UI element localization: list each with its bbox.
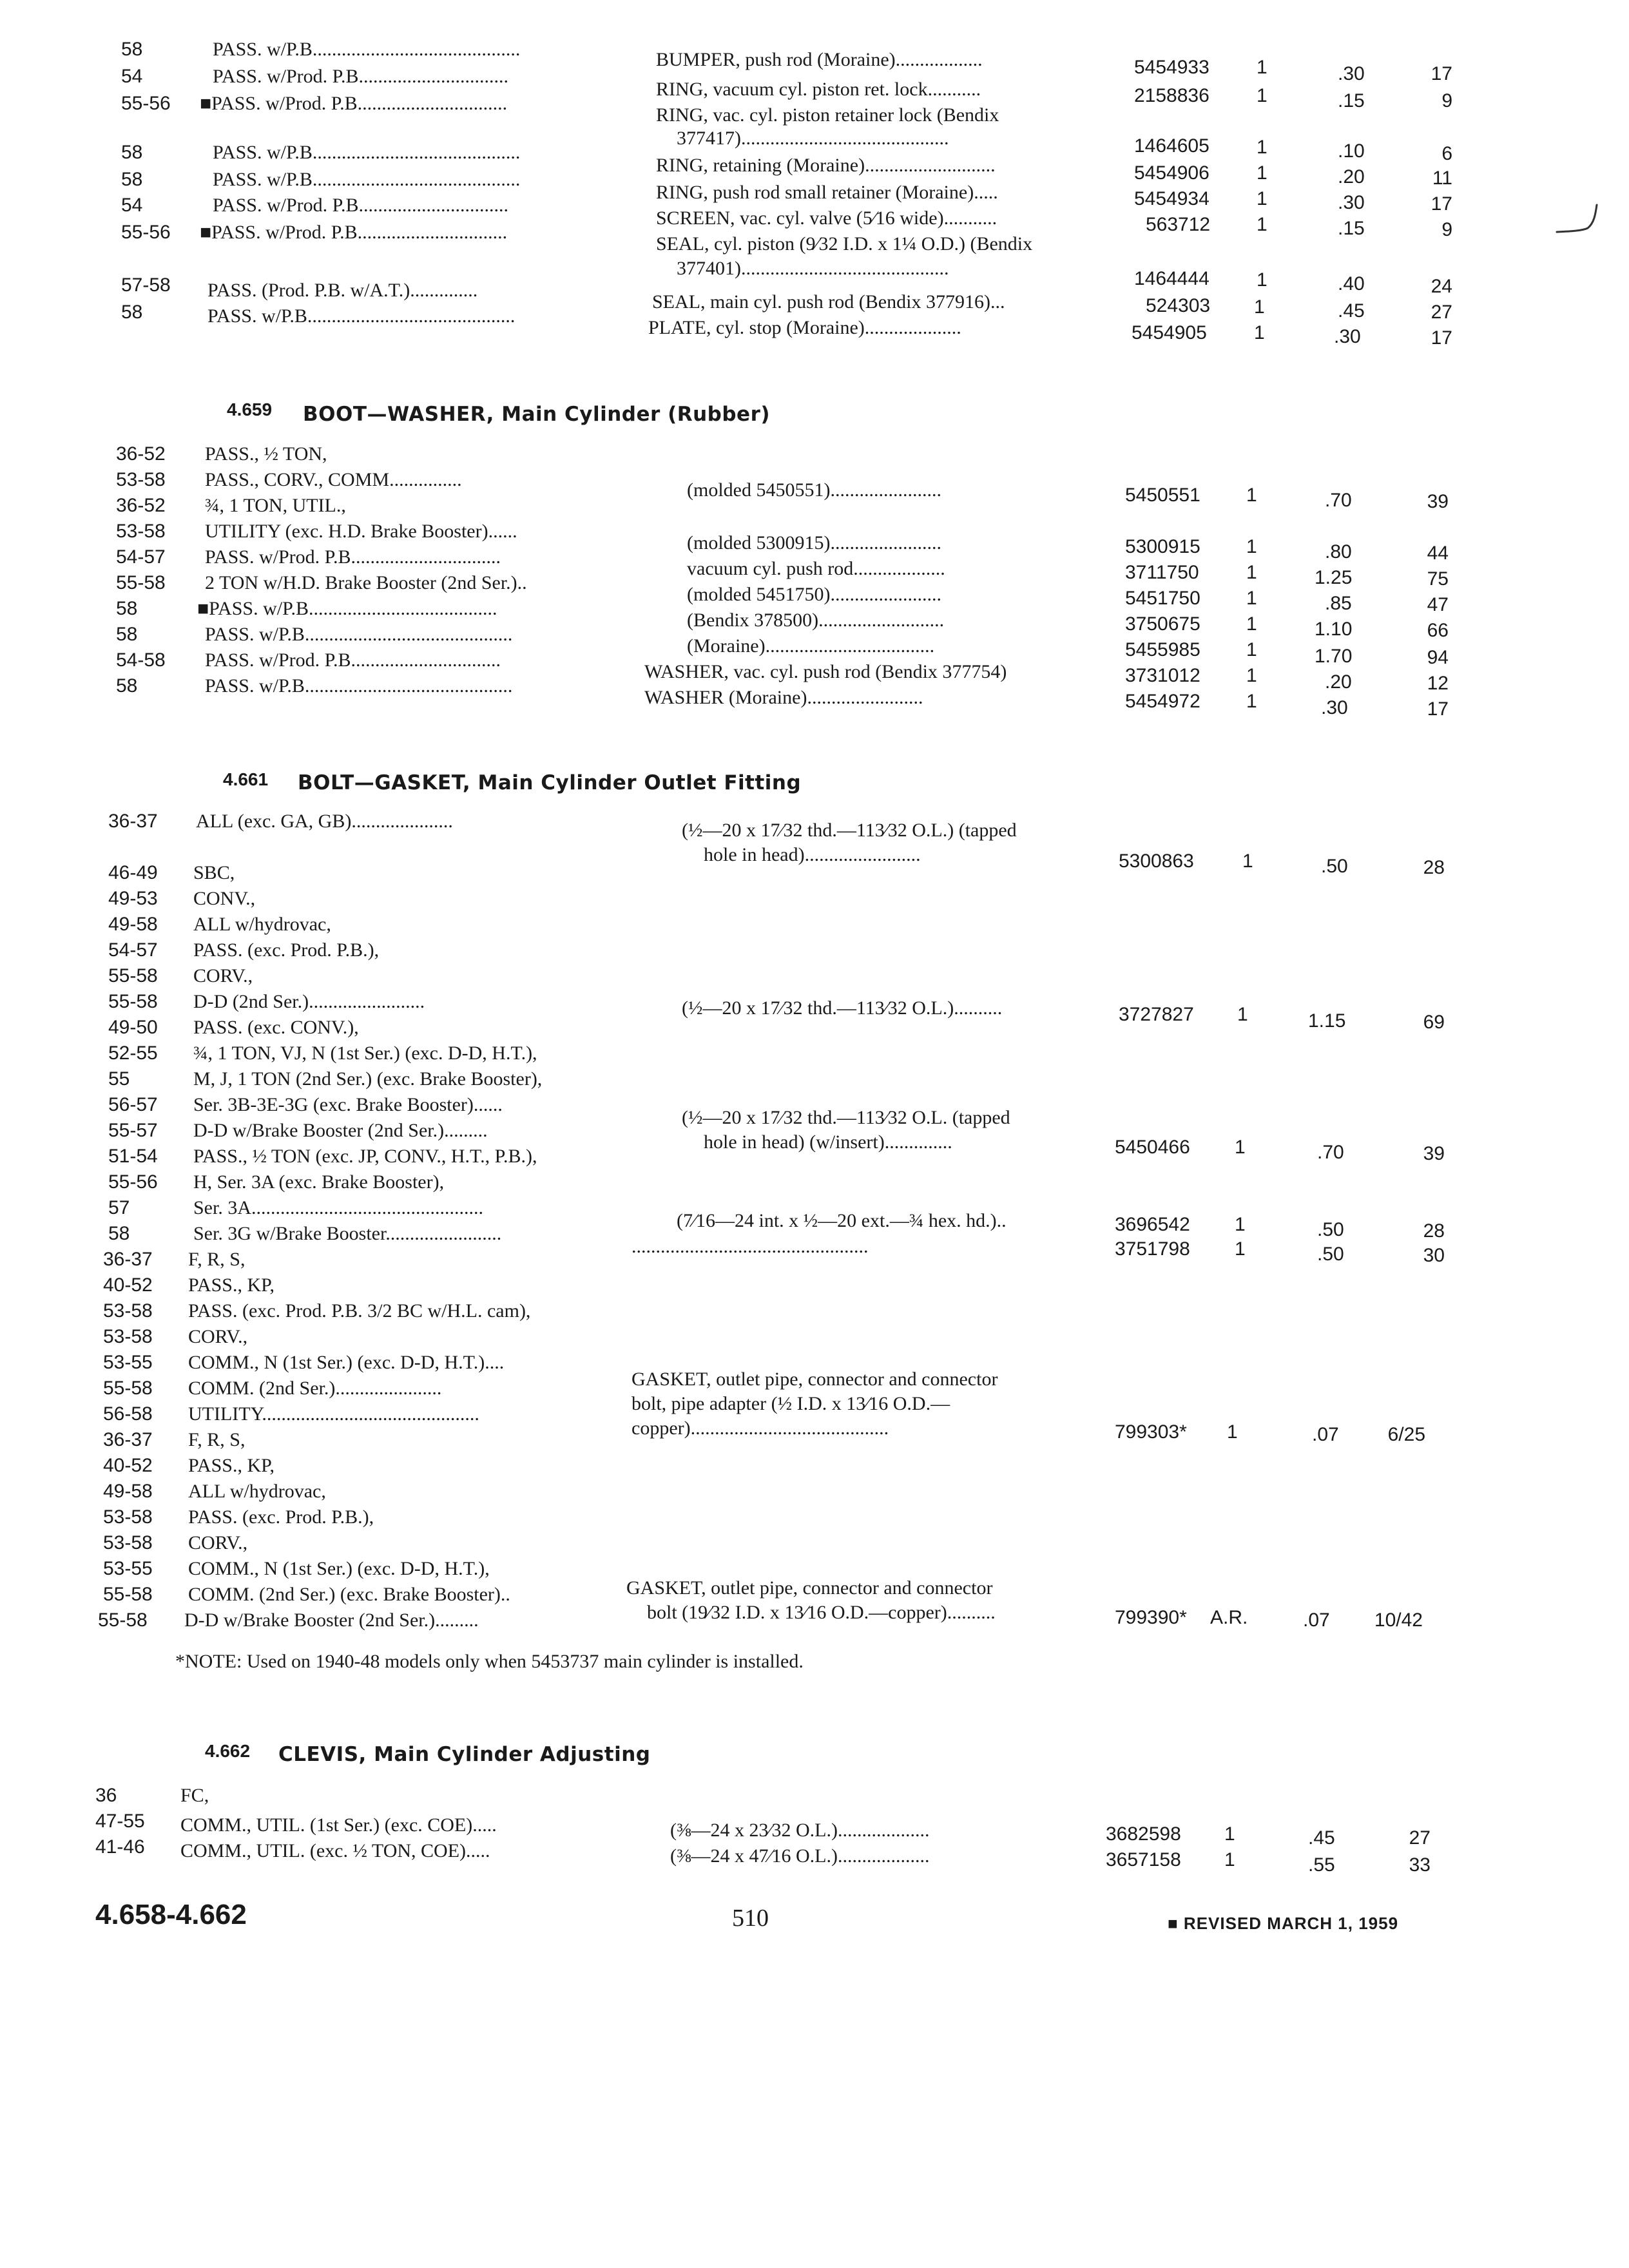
footer-revised-date: ■ REVISED MARCH 1, 1959 (1168, 1914, 1399, 1933)
application-text: PASS. (exc. Prod. P.B.), (188, 1506, 374, 1528)
application-years: 58 (108, 1223, 130, 1244)
application-years: 40-52 (103, 1455, 153, 1476)
row-part-number: 1464444 (1134, 268, 1210, 289)
part-description: (7⁄16—24 int. x ½—20 ext.—¾ hex. hd.).. (677, 1210, 1007, 1231)
application-text: UTILITY............................................. (188, 1403, 479, 1425)
part-quantity: 1 (1246, 562, 1257, 583)
application-years: 55-57 (108, 1120, 158, 1141)
application-text: PASS. w/Prod. P.B............................... (205, 546, 501, 568)
application-text: PASS. w/P.B........................................... (205, 675, 513, 697)
row-application: PASS. w/P.B........................................... (213, 39, 521, 60)
part-quantity: 1 (1242, 850, 1253, 872)
part-quantity: 1 (1224, 1849, 1235, 1870)
part-price: .07 (1303, 1610, 1330, 1631)
application-text: PASS., ½ TON, (205, 443, 327, 465)
application-years: 55 (108, 1068, 130, 1090)
row-quantity: 1 (1257, 188, 1268, 209)
application-text: ALL (exc. GA, GB)..................... (196, 811, 453, 832)
part-description: WASHER, vac. cyl. push rod (Bendix 377754) (644, 661, 1007, 682)
application-text: PASS. (exc. Prod. P.B.), (193, 939, 380, 961)
part-catalog-code: 6/25 (1387, 1424, 1425, 1445)
application-text: PASS. w/Prod. P.B............................... (205, 649, 501, 671)
row-description: PLATE, cyl. stop (Moraine).................... (648, 317, 961, 338)
section-number: 4.661 (223, 769, 269, 789)
application-years: 56-58 (103, 1403, 153, 1425)
part-quantity: 1 (1246, 613, 1257, 635)
part-catalog-code: 66 (1427, 620, 1449, 641)
application-years: 40-52 (103, 1274, 153, 1296)
row-application: ■PASS. w/Prod. P.B............................... (200, 93, 508, 114)
application-text: PASS., KP, (188, 1274, 275, 1296)
application-text: COMM. (2nd Ser.) (exc. Brake Booster).. (188, 1584, 510, 1605)
application-years: 36-37 (108, 811, 158, 832)
part-description: GASKET, outlet pipe, connector and connector (631, 1369, 998, 1390)
part-catalog-code: 39 (1423, 1143, 1445, 1164)
application-text: D-D w/Brake Booster (2nd Ser.)......... (184, 1610, 479, 1631)
part-price: 1.15 (1308, 1010, 1346, 1032)
application-years: 49-53 (108, 888, 158, 909)
part-price: .80 (1325, 541, 1352, 562)
row-description: SEAL, cyl. piston (9⁄32 I.D. x 1¼ O.D.) (Bendix (656, 233, 1033, 255)
part-quantity: A.R. (1210, 1607, 1248, 1628)
part-description-cont: hole in head) (w/insert).............. (704, 1131, 952, 1153)
application-years: 36-37 (103, 1429, 153, 1450)
application-years: 51-54 (108, 1146, 158, 1167)
row-price: .10 (1338, 140, 1365, 162)
row-quantity: 1 (1257, 162, 1268, 184)
part-number: 5450466 (1115, 1137, 1190, 1158)
row-price: .15 (1338, 90, 1365, 111)
application-text: ALL w/hydrovac, (193, 914, 331, 935)
application-text: PASS. (exc. CONV.), (193, 1017, 359, 1038)
part-description: (molded 5451750)....................... (687, 584, 941, 605)
part-quantity: 1 (1235, 1137, 1246, 1158)
part-number: 3711750 (1125, 562, 1199, 583)
part-number: 799390* (1115, 1607, 1187, 1628)
row-application: PASS. w/P.B........................................... (213, 142, 521, 163)
application-years: 53-58 (103, 1532, 153, 1553)
part-description: GASKET, outlet pipe, connector and connector (626, 1577, 993, 1599)
application-text: ¾, 1 TON, VJ, N (1st Ser.) (exc. D-D, H.T.), (193, 1043, 537, 1064)
application-years: 57 (108, 1197, 130, 1218)
application-years: 53-55 (103, 1558, 153, 1579)
footer-page-number: 510 (732, 1905, 769, 1932)
part-catalog-code: 75 (1427, 568, 1449, 590)
part-price: .70 (1317, 1142, 1344, 1163)
part-quantity: 1 (1246, 691, 1257, 712)
part-number: 5455985 (1125, 639, 1200, 660)
part-quantity: 1 (1224, 1823, 1235, 1845)
part-description: (molded 5450551)....................... (687, 479, 941, 501)
row-quantity: 1 (1254, 296, 1265, 318)
application-years: 41-46 (95, 1836, 145, 1858)
row-catalog-code: 9 (1441, 219, 1452, 240)
application-text: CORV., (193, 965, 253, 986)
part-description: (⅜—24 x 47⁄16 O.L.)................... (670, 1845, 930, 1867)
application-years: 54-57 (108, 939, 158, 961)
section-title: BOLT—GASKET, Main Cylinder Outlet Fitting (298, 771, 802, 794)
part-description: vacuum cyl. push rod................... (687, 558, 945, 579)
row-description: RING, vacuum cyl. piston ret. lock........... (656, 79, 981, 100)
row-catalog-code: 17 (1431, 63, 1452, 84)
part-price: .30 (1321, 697, 1348, 718)
application-text: F, R, S, (188, 1429, 246, 1450)
application-years: 53-58 (103, 1300, 153, 1321)
part-price: .55 (1308, 1854, 1335, 1876)
part-price: .20 (1325, 671, 1352, 693)
row-application: PASS. w/Prod. P.B............................... (213, 66, 509, 87)
part-catalog-code: 28 (1423, 857, 1445, 878)
section-title: CLEVIS, Main Cylinder Adjusting (278, 1743, 651, 1766)
part-catalog-code: 30 (1423, 1245, 1445, 1266)
application-years: 55-58 (98, 1610, 148, 1631)
section-number: 4.659 (227, 399, 273, 419)
application-text: PASS., CORV., COMM............... (205, 469, 462, 490)
row-catalog-code: 9 (1441, 90, 1452, 111)
row-price: .30 (1334, 326, 1361, 347)
row-price: .20 (1338, 166, 1365, 187)
row-quantity: 1 (1254, 322, 1265, 343)
part-quantity: 1 (1235, 1214, 1246, 1235)
part-number: 799303* (1115, 1421, 1187, 1443)
row-part-number: 5454934 (1134, 188, 1210, 209)
row-years: 54 (121, 66, 143, 87)
part-quantity: 1 (1235, 1238, 1246, 1260)
application-text: ALL w/hydrovac, (188, 1481, 326, 1502)
part-description: (Bendix 378500).......................... (687, 610, 945, 631)
part-description-cont: hole in head)........................ (704, 844, 921, 865)
application-text: F, R, S, (188, 1249, 246, 1270)
part-price: .45 (1308, 1827, 1335, 1849)
row-years: 57-58 (121, 274, 171, 296)
application-text: COMM., N (1st Ser.) (exc. D-D, H.T.), (188, 1558, 490, 1579)
application-text: CONV., (193, 888, 256, 909)
part-number: 5451750 (1125, 588, 1200, 609)
part-number: 3657158 (1106, 1849, 1181, 1870)
part-quantity: 1 (1237, 1004, 1248, 1025)
part-description: (⅜—24 x 23⁄32 O.L.)................... (670, 1820, 930, 1841)
application-years: 58 (116, 598, 138, 619)
application-years: 36-52 (116, 443, 166, 465)
part-description: (½—20 x 17⁄32 thd.—113⁄32 O.L.).......... (682, 997, 1003, 1019)
row-description: BUMPER, push rod (Moraine).................. (656, 49, 983, 70)
row-quantity: 1 (1257, 57, 1268, 78)
part-description: ................................................. (631, 1236, 869, 1257)
row-description: SCREEN, vac. cyl. valve (5⁄16 wide)........... (656, 207, 998, 229)
part-catalog-code: 33 (1409, 1854, 1431, 1876)
section-title: BOOT—WASHER, Main Cylinder (Rubber) (303, 403, 771, 426)
application-text: M, J, 1 TON (2nd Ser.) (exc. Brake Booster), (193, 1068, 543, 1090)
application-text: Ser. 3A................................................ (193, 1197, 483, 1218)
part-number: 3731012 (1125, 665, 1200, 686)
part-catalog-code: 17 (1427, 698, 1449, 720)
part-price: .70 (1325, 490, 1352, 511)
part-quantity: 1 (1246, 665, 1257, 686)
row-description: RING, vac. cyl. piston retainer lock (Bendix (656, 104, 999, 126)
application-years: 36-37 (103, 1249, 153, 1270)
part-catalog-code: 12 (1427, 673, 1449, 694)
application-text: PASS. (exc. Prod. P.B. 3/2 BC w/H.L. cam), (188, 1300, 531, 1321)
application-years: 54-57 (116, 546, 166, 568)
part-price: 1.10 (1315, 619, 1353, 640)
part-description: (½—20 x 17⁄32 thd.—113⁄32 O.L.) (tapped (682, 820, 1017, 841)
row-years: 58 (121, 169, 143, 190)
application-years: 55-58 (103, 1378, 153, 1399)
row-catalog-code: 17 (1431, 327, 1452, 349)
part-quantity: 1 (1227, 1421, 1238, 1443)
part-catalog-code: 69 (1423, 1012, 1445, 1033)
row-quantity: 1 (1257, 214, 1268, 235)
application-text: COMM. (2nd Ser.)...................... (188, 1378, 442, 1399)
row-catalog-code: 17 (1431, 193, 1452, 215)
application-text: PASS., KP, (188, 1455, 275, 1476)
part-number: 3682598 (1106, 1823, 1181, 1845)
row-part-number: 5454906 (1134, 162, 1210, 184)
row-application: PASS. (Prod. P.B. w/A.T.).............. (207, 280, 478, 301)
part-price: 1.25 (1315, 567, 1353, 588)
part-catalog-code: 27 (1409, 1827, 1431, 1849)
application-text: 2 TON w/H.D. Brake Booster (2nd Ser.).. (205, 572, 527, 593)
part-description-cont: bolt (19⁄32 I.D. x 13⁄16 O.D.—copper).......... (647, 1602, 996, 1623)
application-text: CORV., (188, 1326, 248, 1347)
row-application: PASS. w/Prod. P.B............................... (213, 195, 509, 216)
row-price: .30 (1338, 63, 1365, 84)
application-years: 55-56 (108, 1171, 158, 1193)
application-text: FC, (180, 1785, 209, 1806)
part-catalog-code: 28 (1423, 1220, 1445, 1242)
part-description-cont: copper)......................................... (631, 1418, 889, 1439)
application-years: 49-50 (108, 1017, 158, 1038)
application-years: 58 (116, 675, 138, 697)
application-years: 52-55 (108, 1043, 158, 1064)
part-number: 5454972 (1125, 691, 1200, 712)
part-price: 1.70 (1315, 646, 1353, 667)
row-quantity: 1 (1257, 137, 1268, 158)
part-catalog-code: 10/42 (1374, 1610, 1423, 1631)
part-catalog-code: 94 (1427, 647, 1449, 668)
part-number: 5450551 (1125, 485, 1200, 506)
row-quantity: 1 (1257, 269, 1268, 291)
application-text: UTILITY (exc. H.D. Brake Booster)...... (205, 521, 517, 542)
row-part-number: 2158836 (1134, 85, 1210, 106)
application-years: 56-57 (108, 1094, 158, 1115)
part-quantity: 1 (1246, 536, 1257, 557)
application-years: 46-49 (108, 862, 158, 883)
row-part-number: 5454933 (1134, 57, 1210, 78)
application-years: 36-52 (116, 495, 166, 516)
row-years: 55-56 (121, 222, 171, 243)
part-description: (Moraine)................................... (687, 635, 935, 657)
row-years: 58 (121, 142, 143, 163)
application-text: COMM., UTIL. (1st Ser.) (exc. COE)..... (180, 1814, 497, 1836)
row-price: .30 (1338, 192, 1365, 213)
part-description-cont: bolt, pipe adapter (½ I.D. x 13⁄16 O.D.— (631, 1393, 950, 1414)
row-application: ■PASS. w/Prod. P.B............................... (200, 222, 508, 243)
application-text: COMM., UTIL. (exc. ½ TON, COE)..... (180, 1840, 490, 1861)
part-price: .50 (1321, 856, 1348, 877)
part-catalog-code: 39 (1427, 491, 1449, 512)
application-text: H, Ser. 3A (exc. Brake Booster), (193, 1171, 445, 1193)
row-price: .15 (1338, 218, 1365, 239)
application-years: 53-55 (103, 1352, 153, 1373)
part-price: .85 (1325, 593, 1352, 614)
row-description-cont: 377417)........................................... (677, 128, 949, 149)
row-catalog-code: 6 (1441, 143, 1452, 164)
part-price: .50 (1317, 1244, 1344, 1265)
application-years: 53-58 (116, 469, 166, 490)
row-quantity: 1 (1257, 85, 1268, 106)
row-part-number: 563712 (1146, 214, 1211, 235)
row-price: .45 (1338, 300, 1365, 322)
application-years: 55-58 (116, 572, 166, 593)
row-years: 54 (121, 195, 143, 216)
part-number: 3750675 (1125, 613, 1200, 635)
row-part-number: 524303 (1146, 295, 1211, 316)
part-catalog-code: 44 (1427, 543, 1449, 564)
row-catalog-code: 27 (1431, 302, 1452, 323)
application-years: 55-58 (108, 991, 158, 1012)
application-years: 36 (95, 1785, 117, 1806)
row-description-cont: 377401)........................................... (677, 258, 949, 279)
part-description: WASHER (Moraine)........................ (644, 687, 923, 708)
application-text: CORV., (188, 1532, 248, 1553)
part-number: 3751798 (1115, 1238, 1190, 1260)
application-text: Ser. 3B-3E-3G (exc. Brake Booster)...... (193, 1094, 503, 1115)
application-years: 47-55 (95, 1811, 145, 1832)
part-quantity: 1 (1246, 639, 1257, 660)
application-years: 55-58 (103, 1584, 153, 1605)
section-number: 4.662 (205, 1741, 251, 1761)
part-number: 3727827 (1119, 1004, 1194, 1025)
application-years: 53-58 (103, 1506, 153, 1528)
application-years: 54-58 (116, 649, 166, 671)
row-years: 55-56 (121, 93, 171, 114)
application-years: 49-58 (103, 1481, 153, 1502)
part-catalog-code: 47 (1427, 594, 1449, 615)
part-number: 5300863 (1119, 850, 1194, 872)
application-text: D-D w/Brake Booster (2nd Ser.)......... (193, 1120, 488, 1141)
application-years: 49-58 (108, 914, 158, 935)
row-part-number: 5454905 (1132, 322, 1207, 343)
row-price: .40 (1338, 273, 1365, 294)
part-quantity: 1 (1246, 588, 1257, 609)
application-text: SBC, (193, 862, 235, 883)
part-description: (½—20 x 17⁄32 thd.—113⁄32 O.L. (tapped (682, 1107, 1010, 1128)
row-description: RING, push rod small retainer (Moraine)..... (656, 182, 998, 203)
part-description: (molded 5300915)....................... (687, 532, 941, 553)
footer-section-range: 4.658-4.662 (95, 1899, 247, 1930)
application-text: PASS., ½ TON (exc. JP, CONV., H.T., P.B.), (193, 1146, 537, 1167)
row-description: RING, retaining (Moraine)........................... (656, 155, 996, 176)
part-price: .50 (1317, 1219, 1344, 1240)
row-catalog-code: 11 (1432, 168, 1452, 189)
row-years: 58 (121, 302, 143, 323)
application-text: COMM., N (1st Ser.) (exc. D-D, H.T.).... (188, 1352, 505, 1373)
part-number: 5300915 (1125, 536, 1200, 557)
application-text: ¾, 1 TON, UTIL., (205, 495, 346, 516)
row-part-number: 1464605 (1134, 135, 1210, 157)
row-application: PASS. w/P.B........................................... (213, 169, 521, 190)
row-catalog-code: 24 (1431, 276, 1452, 297)
part-number: 3696542 (1115, 1214, 1190, 1235)
application-text: PASS. w/P.B........................................... (205, 624, 513, 645)
footnote: *NOTE: Used on 1940-48 models only when 5453737 main cylinder is installed. (175, 1651, 804, 1672)
application-years: 53-58 (116, 521, 166, 542)
application-years: 58 (116, 624, 138, 645)
margin-pencil-mark-icon (1552, 201, 1602, 240)
application-text: Ser. 3G w/Brake Booster........................ (193, 1223, 502, 1244)
row-years: 58 (121, 39, 143, 60)
application-years: 55-58 (108, 965, 158, 986)
application-years: 53-58 (103, 1326, 153, 1347)
application-text: ■PASS. w/P.B....................................... (197, 598, 497, 619)
part-price: .07 (1312, 1424, 1339, 1445)
application-text: D-D (2nd Ser.)........................ (193, 991, 425, 1012)
row-description: SEAL, main cyl. push rod (Bendix 377916)... (652, 291, 1005, 312)
row-application: PASS. w/P.B........................................... (207, 305, 516, 327)
part-quantity: 1 (1246, 485, 1257, 506)
